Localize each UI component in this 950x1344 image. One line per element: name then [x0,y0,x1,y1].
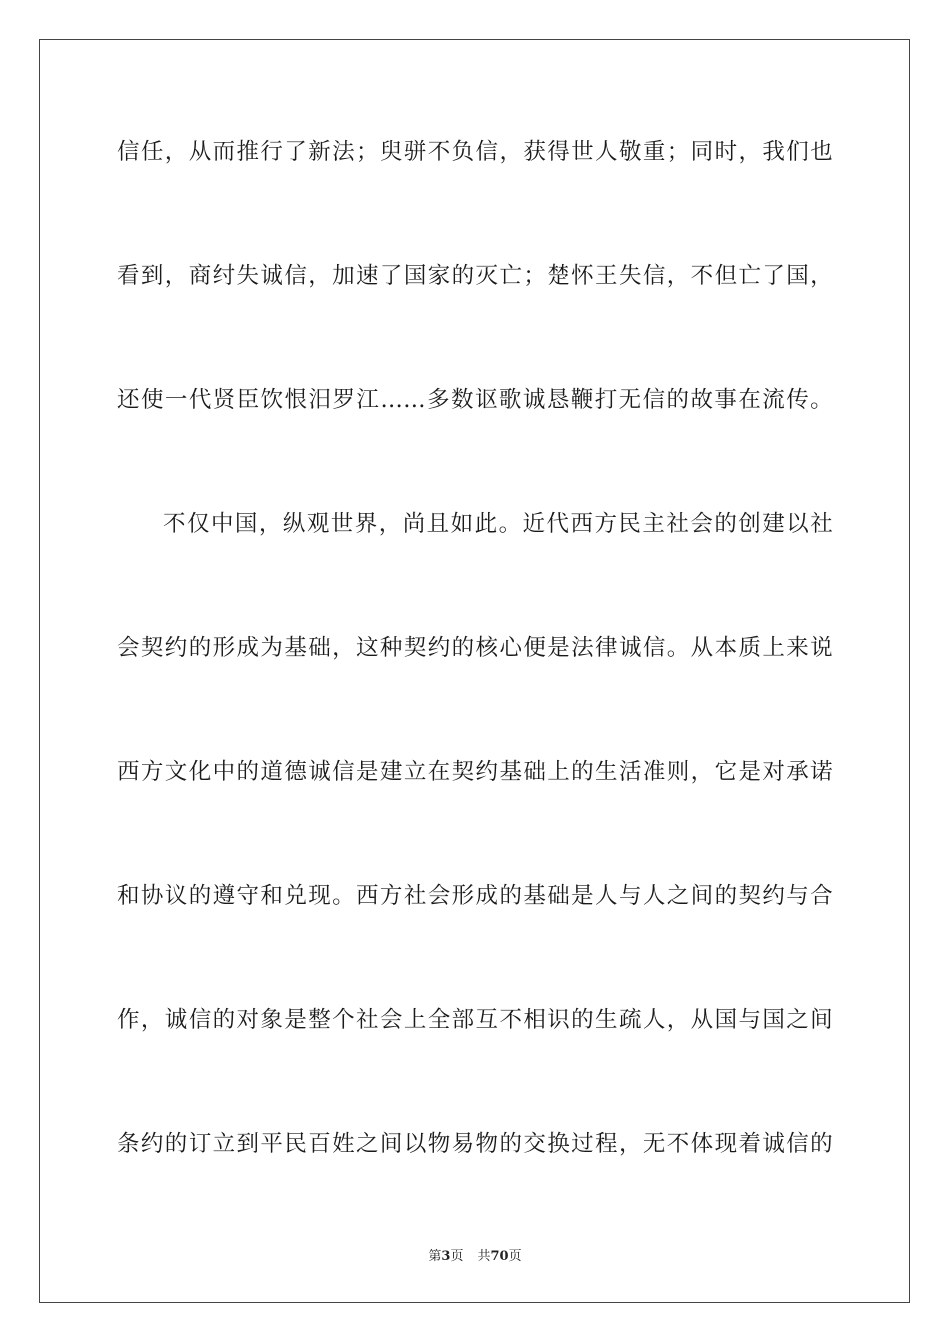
body-line-8: 作，诚信的对象是整个社会上全部互不相识的生疏人，从国与国之间 [117,1007,833,1033]
body-line-1: 信任，从而推行了新法；臾骈不负信，获得世人敬重；同时，我们也 [117,139,833,165]
body-line-7: 和协议的遵守和兑现。西方社会形成的基础是人与人之间的契约与合 [117,883,833,909]
footer-total-suffix: 页 [508,1249,522,1264]
body-line-2: 看到，商纣失诚信，加速了国家的灭亡；楚怀王失信，不但亡了国， [117,263,833,289]
footer-page-suffix: 页 [450,1249,464,1264]
body-line-9: 条约的订立到平民百姓之间以物易物的交换过程，无不体现着诚信的 [117,1131,833,1157]
body-line-4: 不仅中国，纵观世界，尚且如此。近代西方民主社会的创建以社 [163,511,833,537]
footer-total-prefix: 共 [477,1249,491,1264]
footer-page-number: 3 [441,1249,451,1264]
page-footer [0,1248,950,1266]
footer-total-pages: 70 [490,1249,509,1264]
footer-page-prefix: 第 [428,1249,442,1264]
body-line-6: 西方文化中的道德诚信是建立在契约基础上的生活准则，它是对承诺 [117,759,833,785]
page-border [39,39,910,1303]
body-line-5: 会契约的形成为基础，这种契约的核心便是法律诚信。从本质上来说 [117,635,833,661]
body-line-3: 还使一代贤臣饮恨汨罗江……多数讴歌诚恳鞭打无信的故事在流传。 [117,387,833,413]
